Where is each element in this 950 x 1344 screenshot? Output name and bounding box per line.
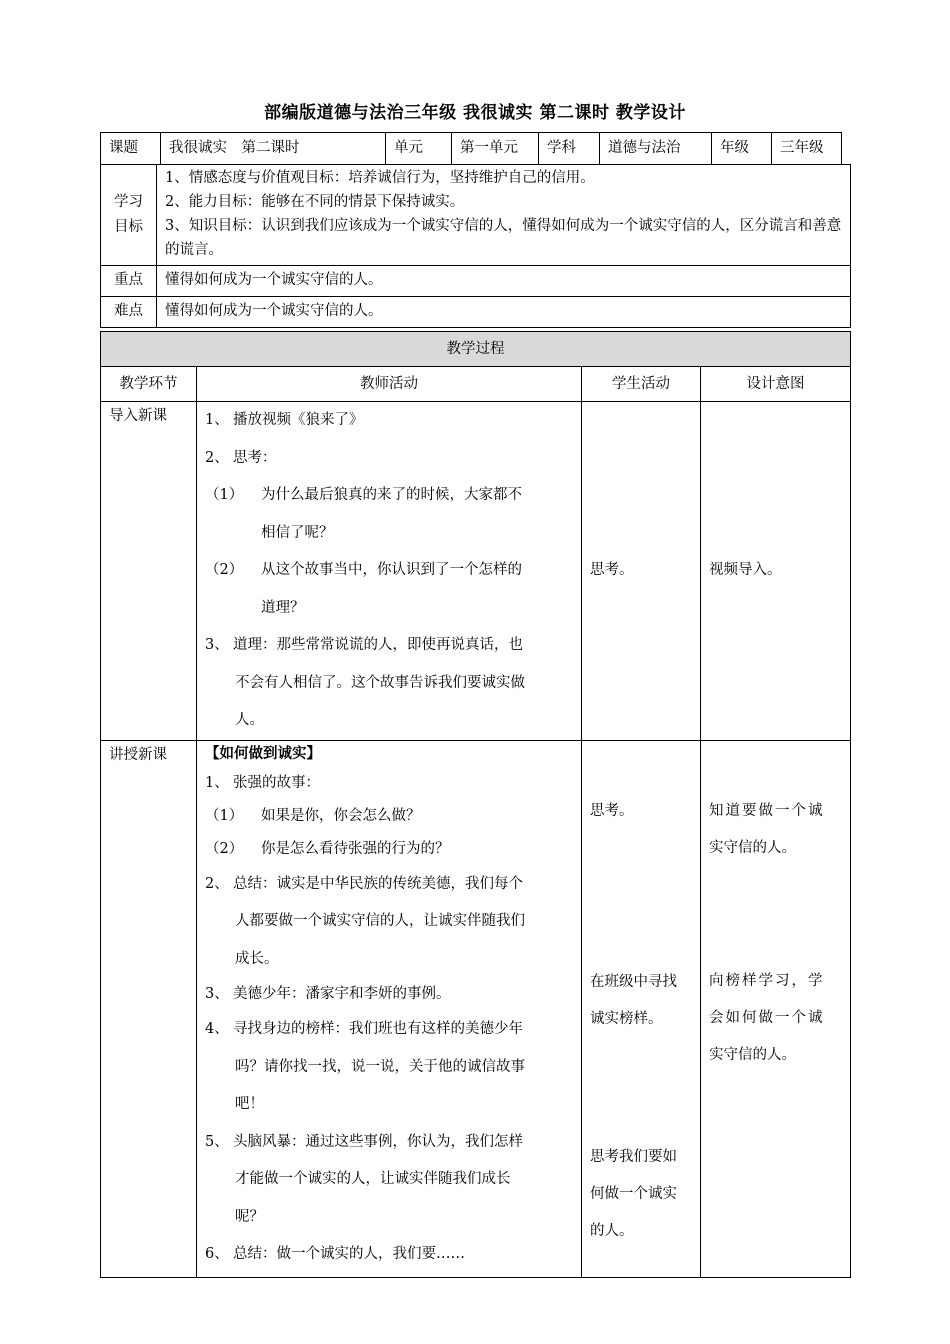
grade-label: 年级 [712, 133, 772, 165]
topic-label: 课题 [101, 133, 161, 165]
grade-value: 三年级 [772, 133, 842, 165]
goal-item: 2、能力目标：能够在不同的情景下保持诚实。 [165, 193, 465, 210]
teacher-activity-new: 【如何做到诚实】 1、 张强的故事： （1） 如果是你，你会怎么做？ （2） 你是怎么看待张强的行为的？ 2、 总结：诚实是中华民族的传统美德，我们每个 人都要做一个诚实守信的人，让诚实伴随我们 成长。 3、 美德少年：潘家宇和李妍的事例。 4、 寻找身边的榜样：我们班也有这样的美德少年 吗？请你找一找，说一说，关于他的诚信故事 吧！ 5、 头脑风暴：通过这些事例，你认为，我们怎样 才能做一个诚实的人，让诚实伴随我们成长 呢？ 6、 总结：做一个诚实的人，我们要…… [197, 740, 582, 1277]
design-intent-intro: 视频导入。 [701, 402, 851, 741]
info-table [100, 132, 842, 165]
design-intent-new: 知道要做一个诚 实守信的人。 向榜样学习，学 会如何做一个诚 实守信的人。 [701, 740, 851, 1277]
process-table [100, 331, 851, 1278]
process-heading: 教学过程 [101, 332, 851, 367]
column-header: 设计意图 [701, 367, 851, 402]
unit-label: 单元 [386, 133, 452, 165]
difficulty-value: 懂得如何成为一个诚实守信的人。 [157, 296, 851, 327]
student-activity-intro: 思考。 [582, 402, 701, 741]
column-header: 教学环节 [101, 367, 197, 402]
goal-item: 3、知识目标：认识到我们应该成为一个诚实守信的人，懂得如何成为一个诚实守信的人，区分谎言和善意的谎言。 [165, 217, 842, 258]
stage-new: 讲授新课 [101, 740, 197, 1277]
column-header: 学生活动 [582, 367, 701, 402]
goals-table [100, 164, 851, 328]
subject-label: 学科 [539, 133, 600, 165]
stage-intro: 导入新课 [101, 402, 197, 741]
key-point-label: 重点 [101, 265, 157, 296]
column-header: 教师活动 [197, 367, 582, 402]
topic-value: 我很诚实 第二课时 [161, 133, 386, 165]
student-activity-new: 思考。 在班级中寻找 诚实榜样。 思考我们要如 何做一个诚实 的人。 [582, 740, 701, 1277]
unit-value: 第一单元 [452, 133, 539, 165]
subject-value: 道德与法治 [600, 133, 712, 165]
key-point-value: 懂得如何成为一个诚实守信的人。 [157, 265, 851, 296]
difficulty-label: 难点 [101, 296, 157, 327]
goals-label: 学习 目标 [101, 165, 157, 266]
table-row [101, 740, 851, 1277]
goal-item: 1、情感态度与价值观目标：培养诚信行为，坚持维护自己的信用。 [165, 170, 595, 186]
document-title: 部编版道德与法治三年级 我很诚实 第二课时 教学设计 [264, 103, 686, 123]
goals-content [157, 165, 851, 266]
teacher-activity-intro: 1、 播放视频《狼来了》 2、 思考： （1） 为什么最后狼真的来了的时候，大家都不 相信了呢？ （2） 从这个故事当中，你认识到了一个怎样的 道理？ 3、 道理：那些常常说谎的人，即使再说真话，也 不会有人相信了。这个故事告诉我们要诚实做 人。 [197, 402, 582, 741]
table-row [101, 402, 851, 741]
